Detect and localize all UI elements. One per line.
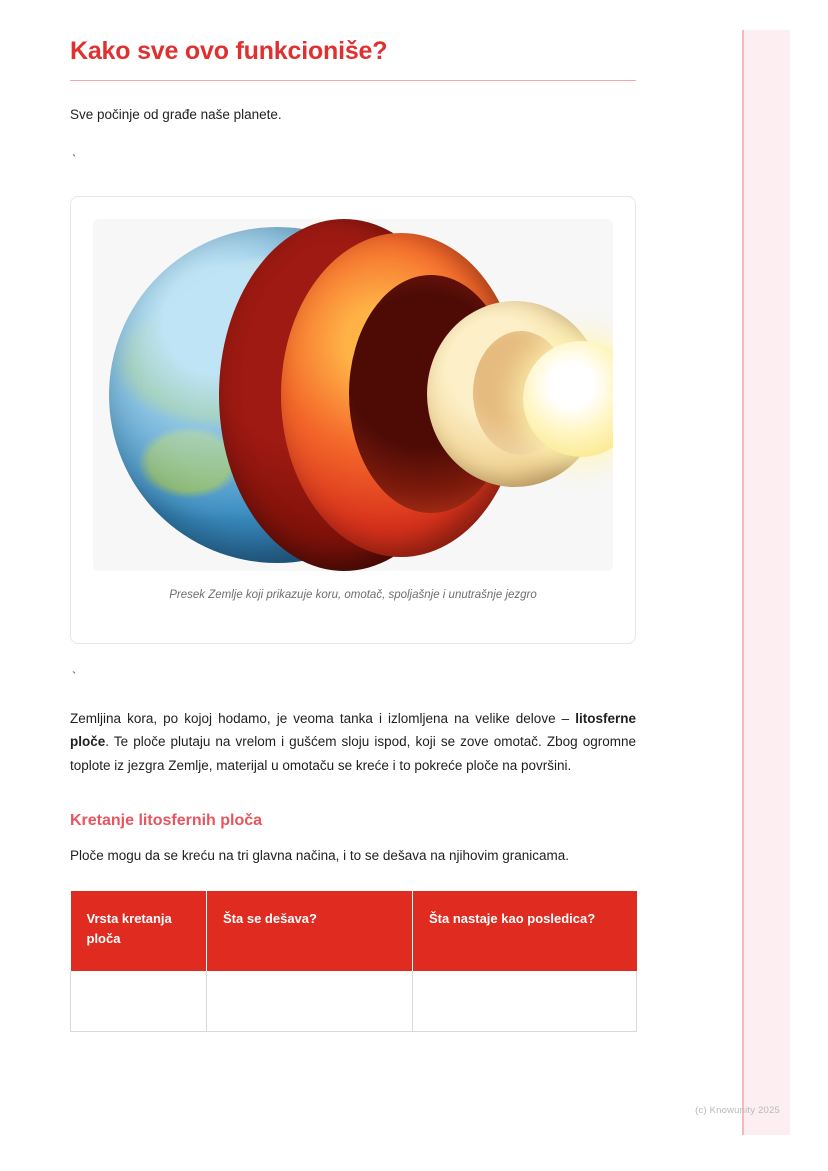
page-title: Kako sve ovo funkcioniše? — [70, 37, 388, 65]
table-body — [71, 971, 637, 1031]
table-header-cell-2: Šta se dešava? — [207, 891, 413, 971]
tick-mark-top: ` — [72, 151, 77, 167]
table-cell — [207, 971, 413, 1031]
table-header-cell-1: Vrsta kretanja ploča — [71, 891, 207, 971]
earth-cutaway-icon — [93, 219, 613, 571]
paragraph-plates-part1: Zemljina kora, po kojoj hodamo, je veoma tanka i izlomljena na velike delove – — [70, 710, 576, 726]
table-header-row — [71, 891, 637, 971]
table-header-cell-3: Šta nastaje kao posledica? — [413, 891, 637, 971]
copyright-footer: (c) Knowunity 2025 — [695, 1105, 780, 1116]
paragraph-plates-bold: litosferne ploče — [70, 710, 636, 750]
paragraph-lithospheric-plates — [70, 707, 636, 778]
figure-image-area — [93, 219, 613, 571]
tick-mark-bottom: ` — [72, 668, 77, 684]
figure-caption: Presek Zemlje koji prikazuje koru, omotač, spoljašnje i unutrašnje jezgro — [169, 588, 537, 601]
table-cell — [413, 971, 637, 1031]
right-decorative-band — [742, 30, 790, 1135]
paragraph-movement: Ploče mogu da se kreću na tri glavna načina, i to se dešava na njihovim granicama. — [70, 847, 570, 863]
paragraph-plates-part2: . Te ploče plutaju na vrelom i gušćem sloju ispod, koji se zove omotač. Zbog ogromne toplote iz jezgra Zemlje, materijal u omotaču se kreće i to pokreće ploče na površini. — [70, 734, 636, 773]
document-content — [70, 36, 636, 1032]
section-title-plate-movement: Kretanje litosfernih ploča — [70, 811, 263, 829]
table-cell — [71, 971, 207, 1031]
plate-movement-table — [70, 891, 637, 1032]
intro-paragraph: Sve počinje od građe naše planete. — [70, 107, 282, 122]
title-divider — [70, 80, 636, 81]
table-row — [71, 971, 637, 1031]
figure-card — [70, 196, 636, 644]
